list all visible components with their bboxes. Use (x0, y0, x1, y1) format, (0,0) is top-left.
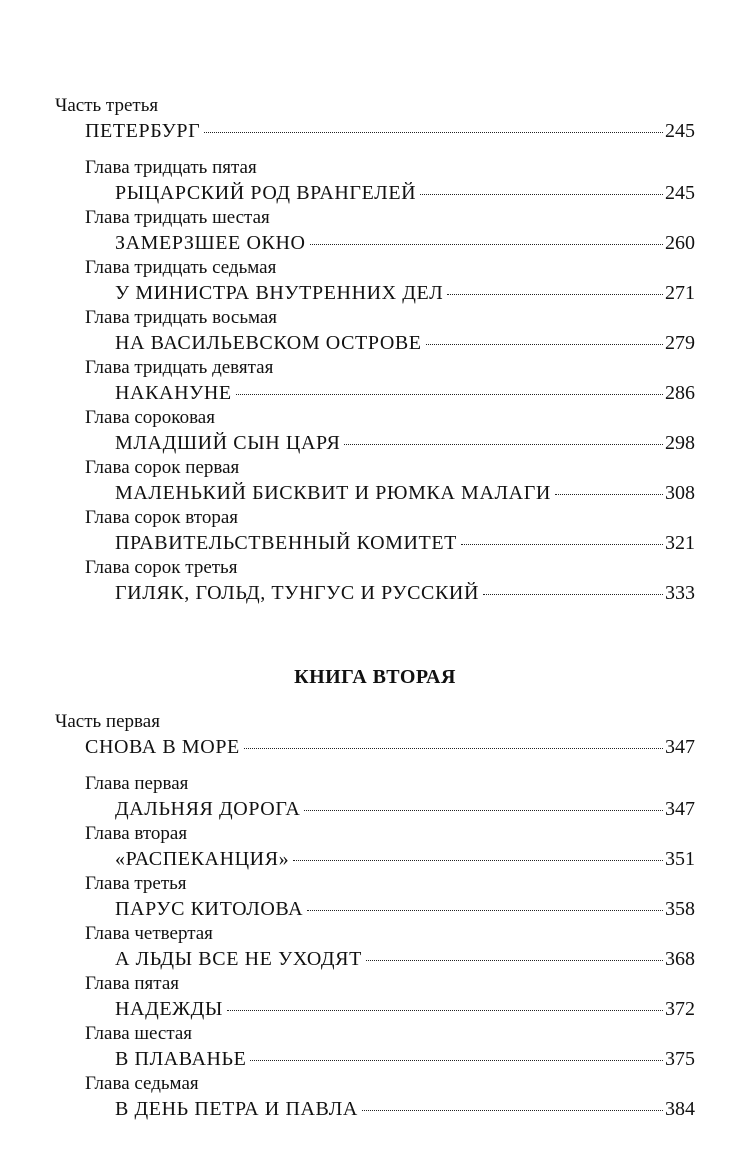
chapter-item (55, 922, 695, 972)
page-number: 372 (665, 998, 695, 1020)
page-number: 375 (665, 1048, 695, 1070)
chapter-label: Глава сорок вторая (85, 507, 239, 528)
chapter-label: Глава вторая (85, 823, 188, 844)
chapter-label: Глава седьмая (85, 1073, 199, 1094)
entry-title: «РАСПЕКАНЦИЯ» (115, 848, 290, 870)
spacer (55, 144, 695, 156)
entry-title: А ЛЬДЫ ВСЕ НЕ УХОДЯТ (115, 948, 362, 970)
chapter-item (55, 506, 695, 556)
part-label: Часть третья (55, 95, 159, 116)
chapter-item (55, 556, 695, 606)
chapter-item (55, 256, 695, 306)
chapter-entry[interactable] (115, 846, 695, 872)
page-number: 347 (665, 736, 695, 758)
entry-title: ДАЛЬНЯЯ ДОРОГА (115, 798, 301, 820)
chapter-entry[interactable] (115, 896, 695, 922)
chapter-label: Глава тридцать шестая (85, 207, 270, 228)
entry-title: ПАРУС КИТОЛОВА (115, 898, 304, 920)
page-number: 333 (665, 582, 695, 604)
chapter-entry[interactable] (115, 946, 695, 972)
entry-title: МАЛЕНЬКИЙ БИСКВИТ И РЮМКА МАЛАГИ (115, 482, 551, 504)
chapter-item (55, 972, 695, 1022)
toc-section (55, 664, 695, 1122)
entry-title: РЫЦАРСКИЙ РОД ВРАНГЕЛЕЙ (115, 182, 417, 204)
dot-leader (244, 748, 663, 749)
chapter-label: Глава сороковая (85, 407, 215, 428)
chapter-entry[interactable] (115, 430, 695, 456)
chapter-item (55, 406, 695, 456)
chapter-label: Глава сорок первая (85, 457, 240, 478)
entry-title: ПРАВИТЕЛЬСТВЕННЫЙ КОМИТЕТ (115, 532, 458, 554)
chapter-entry[interactable] (115, 1096, 695, 1122)
chapter-entry[interactable] (115, 530, 695, 556)
part-entry[interactable] (85, 118, 695, 144)
chapter-entry[interactable] (115, 330, 695, 356)
entry-title: НАДЕЖДЫ (115, 998, 223, 1020)
entry-title: В ПЛАВАНЬЕ (115, 1048, 247, 1070)
entry-title: ПЕТЕРБУРГ (85, 120, 201, 142)
dot-leader (310, 244, 663, 245)
chapter-label: Глава третья (85, 873, 187, 894)
dot-leader (227, 1010, 663, 1011)
chapter-item (55, 1072, 695, 1122)
chapter-entry[interactable] (115, 580, 695, 606)
entry-title: СНОВА В МОРЕ (85, 736, 240, 758)
dot-leader (483, 594, 663, 595)
dot-leader (250, 1060, 663, 1061)
chapter-label: Глава пятая (85, 973, 179, 994)
part-entry[interactable] (85, 734, 695, 760)
chapter-label: Глава тридцать девятая (85, 357, 274, 378)
page-number: 245 (665, 120, 695, 142)
dot-leader (236, 394, 663, 395)
page-number: 308 (665, 482, 695, 504)
chapter-item (55, 156, 695, 206)
page-number: 245 (665, 182, 695, 204)
chapter-label: Глава первая (85, 773, 189, 794)
page-number: 347 (665, 798, 695, 820)
entry-title: ГИЛЯК, ГОЛЬД, ТУНГУС И РУССКИЙ (115, 582, 480, 604)
entry-title: В ДЕНЬ ПЕТРА И ПАВЛА (115, 1098, 358, 1120)
chapter-entry[interactable] (115, 180, 695, 206)
entry-title: МЛАДШИЙ СЫН ЦАРЯ (115, 432, 341, 454)
chapter-entry[interactable] (115, 280, 695, 306)
entry-title: У МИНИСТРА ВНУТРЕННИХ ДЕЛ (115, 282, 444, 304)
page-number: 279 (665, 332, 695, 354)
part-label: Часть первая (55, 711, 160, 732)
entry-title: ЗАМЕРЗШЕЕ ОКНО (115, 232, 306, 254)
spacer (55, 760, 695, 772)
dot-leader (366, 960, 663, 961)
dot-leader (555, 494, 663, 495)
dot-leader (204, 132, 663, 133)
page-number: 260 (665, 232, 695, 254)
page-number: 321 (665, 532, 695, 554)
dot-leader (344, 444, 663, 445)
chapter-entry[interactable] (115, 796, 695, 822)
chapter-item (55, 206, 695, 256)
chapter-label: Глава тридцать восьмая (85, 307, 278, 328)
chapter-entry[interactable] (115, 230, 695, 256)
entry-title: НА ВАСИЛЬЕВСКОМ ОСТРОВЕ (115, 332, 422, 354)
chapter-label: Глава четвертая (85, 923, 213, 944)
dot-leader (420, 194, 663, 195)
page-number: 286 (665, 382, 695, 404)
dot-leader (304, 810, 663, 811)
dot-leader (461, 544, 663, 545)
chapter-item (55, 772, 695, 822)
page-number: 358 (665, 898, 695, 920)
chapter-label: Глава тридцать пятая (85, 157, 257, 178)
entry-title: НАКАНУНЕ (115, 382, 232, 404)
chapter-item (55, 456, 695, 506)
chapter-label: Глава тридцать седьмая (85, 257, 277, 278)
page-number: 368 (665, 948, 695, 970)
chapter-entry[interactable] (115, 480, 695, 506)
page-number: 271 (665, 282, 695, 304)
chapter-entry[interactable] (115, 996, 695, 1022)
chapter-label: Глава шестая (85, 1023, 193, 1044)
page-number: 298 (665, 432, 695, 454)
chapter-item (55, 1022, 695, 1072)
chapter-item (55, 822, 695, 872)
dot-leader (447, 294, 663, 295)
chapter-item (55, 356, 695, 406)
page-number: 384 (665, 1098, 695, 1120)
page-number: 351 (665, 848, 695, 870)
chapter-entry[interactable] (115, 380, 695, 406)
table-of-contents (55, 94, 695, 1122)
chapter-item (55, 306, 695, 356)
dot-leader (426, 344, 663, 345)
dot-leader (307, 910, 663, 911)
chapter-label: Глава сорок третья (85, 557, 238, 578)
chapter-entry[interactable] (115, 1046, 695, 1072)
dot-leader (293, 860, 663, 861)
chapter-item (55, 872, 695, 922)
book-title: КНИГА ВТОРАЯ (294, 666, 456, 688)
toc-section (55, 94, 695, 606)
dot-leader (362, 1110, 663, 1111)
